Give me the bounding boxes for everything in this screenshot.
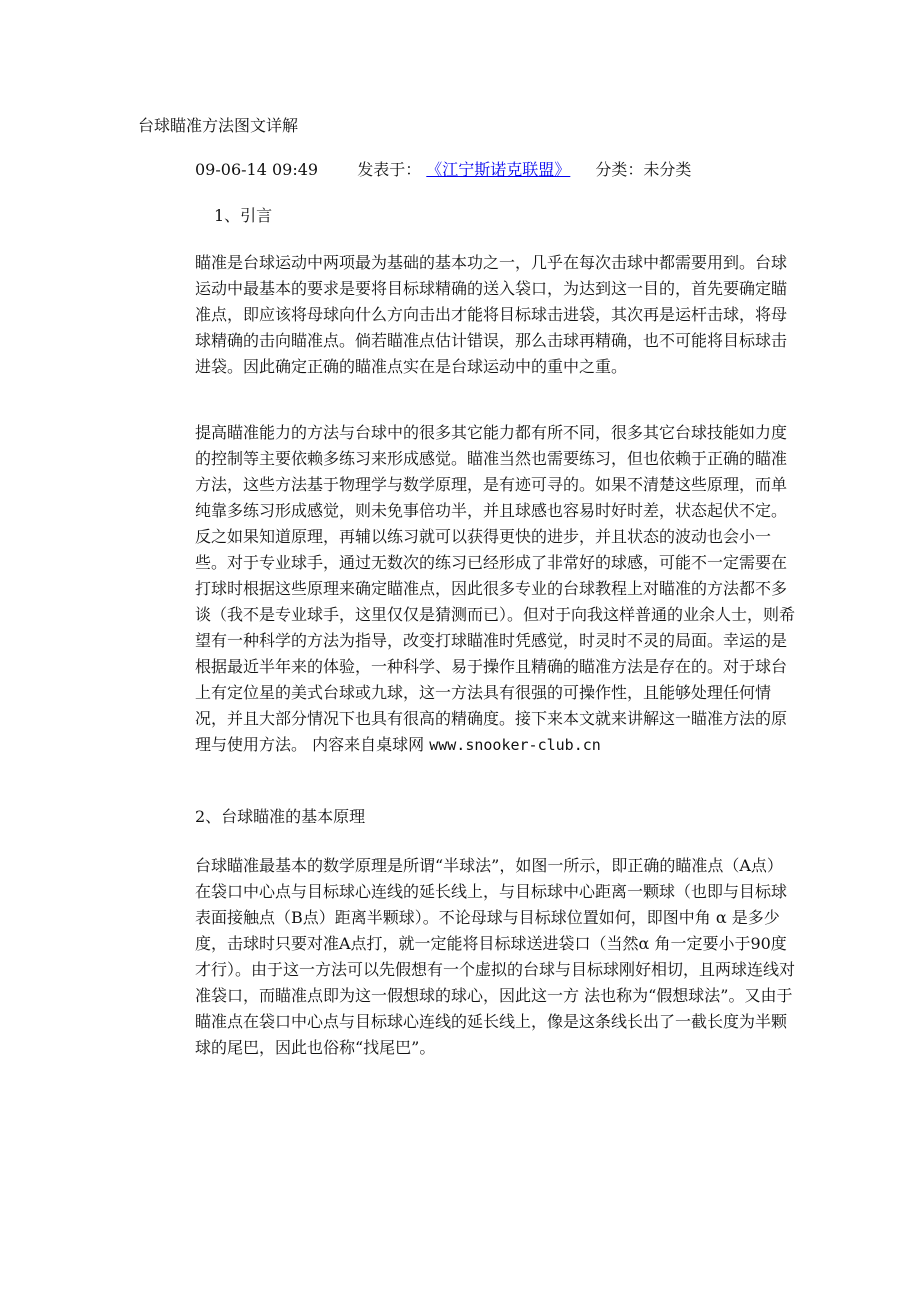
section-heading-principle: 2、台球瞄准的基本原理 — [195, 807, 366, 826]
paragraph-method-body: 提高瞄准能力的方法与台球中的很多其它能力都有所不同，很多其它台球技能如力度的控制等主要依赖多练习来形成感觉。瞄准当然也需要练习，但也依赖于正确的瞄准方法，这些方法基于物理学与数学原理，是有迹可寻的。如果不清楚这些原理，而单纯靠多练习形成感觉，则未免事倍功半，并且球感也容易时好时差，状态起伏不定。反之如果知道原理，再辅以练习就可以获得更快的进步，并且状态的波动也会小一些。对于专业球手，通过无数次的练习已经形成了非常好的球感，可能不一定需要在打球时根据这些原理来确定瞄准点，因此很多专业的台球教程上对瞄准的方法都不多谈（我不是专业球手，这里仅仅是猜测而已）。但对于向我这样普通的业余人士，则希望有一种科学的方法为指导，改变打球瞄准时凭感觉，时灵时不灵的局面。幸运的是根据最近半年来的体验，一种科学、易于操作且精确的瞄准方法是存在的。对于球台上有定位星的美式台球或九球，这一方法具有很强的可操作性，且能够处理任何情况，并且大部分情况下也具有很高的精确度。接下来本文就来讲解这一瞄准方法的原理与使用方法。 — [195, 423, 796, 754]
paragraph-principle: 台球瞄准最基本的数学原理是所谓“半球法”，如图一所示，即正确的瞄准点（A点）在袋口中心点与目标球心连线的延长线上，与目标球中心距离一颗球（也即与目标球表面接触点（B点）距离半颗球）。不论母球与目标球位置如何，即图中角 α 是多少度，击球时只要对准A点打，就一定能将目标球送进袋口（当然α 角一定要小于90度才行）。由于这一方法可以先假想有一个虚拟的台球与目标球刚好相切，且两球连线对准袋口，而瞄准点即为这一假想球的球心，因此这一方 法也称为“假想球法”。又由于瞄准点在袋口中心点与目标球心连线的延长线上，像是这条线长出了一截长度为半颗球的尾巴，因此也俗称“找尾巴”。 — [195, 856, 796, 1057]
source-url: www.snooker-club.cn — [429, 736, 601, 754]
section-heading-intro: 1、引言 — [214, 206, 273, 225]
article-title: 台球瞄准方法图文详解 — [138, 116, 299, 135]
paragraph-intro: 瞄准是台球运动中两项最为基础的基本功之一，几乎在每次击球中都需要用到。台球运动中最基本的要求是要将目标球精确的送入袋口，为达到这一目的，首先要确定瞄准点，即应该将母球向什么方向击出才能将目标球击进袋，其次再是运杆击球，将母球精确的击向瞄准点。倘若瞄准点估计错误，那么击球再精确，也不可能将目标球击进袋。因此确定正确的瞄准点实在是台球运动中的重中之重。 — [195, 253, 788, 376]
post-date: 09-06-14 09:49 — [195, 160, 319, 179]
category-label: 分类：未分类 — [595, 160, 692, 179]
posted-in-label: 发表于： — [357, 160, 422, 179]
blog-link[interactable]: 《江宁斯诺克联盟》 — [426, 160, 571, 179]
article-meta — [195, 159, 691, 181]
source-note-label: 内容来自桌球网 — [312, 735, 425, 754]
paragraph-method — [195, 420, 795, 758]
